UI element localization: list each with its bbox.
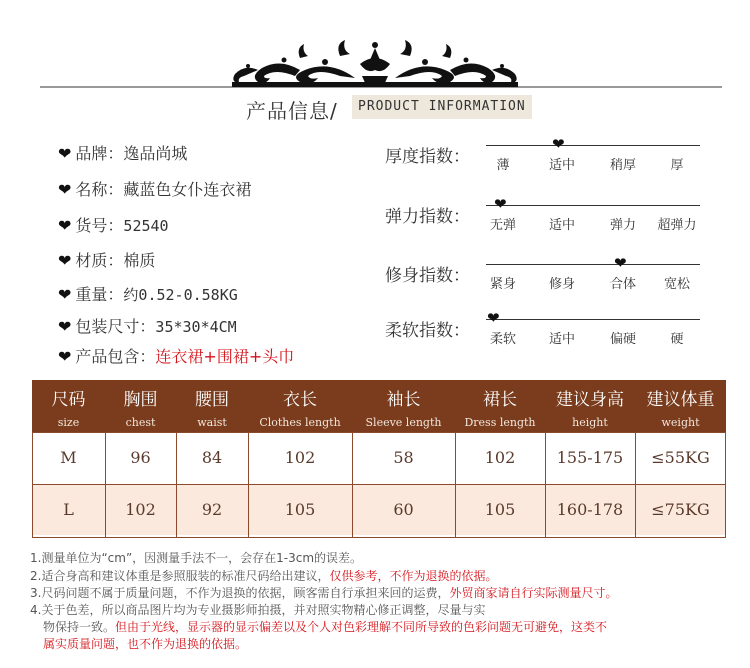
contents-value: 连衣裙+围裙+头巾 bbox=[155, 347, 295, 366]
index-label: 弹力指数： bbox=[385, 207, 470, 227]
header-en: height bbox=[572, 416, 608, 429]
header-cn: 胸围 bbox=[123, 390, 158, 410]
table-header-cell bbox=[352, 380, 455, 432]
table-header-cell bbox=[455, 380, 545, 432]
header-en: chest bbox=[125, 416, 156, 429]
table-header-cell bbox=[105, 380, 176, 432]
table-cell: 60 bbox=[393, 500, 414, 519]
index-option: 硬 bbox=[670, 332, 684, 347]
index-option: 稍厚 bbox=[609, 158, 636, 173]
header-en: size bbox=[57, 416, 80, 429]
heart-icon: ❤ bbox=[58, 347, 72, 366]
heart-icon: ❤ bbox=[58, 216, 72, 235]
package-value: 35*30*4CM bbox=[155, 318, 237, 336]
header-en: Clothes length bbox=[259, 416, 341, 429]
table-header-cell bbox=[545, 380, 635, 432]
table-divider bbox=[32, 537, 726, 538]
index-option: 超弹力 bbox=[657, 218, 697, 233]
index-option: 无弹 bbox=[489, 218, 516, 233]
header-en: Dress length bbox=[464, 416, 536, 429]
note-4-highlight: 但由于光线，显示器的显示偏差以及个人对色彩理解不同所导致的色彩问题无可避免，这类不 bbox=[115, 620, 608, 634]
table-divider bbox=[352, 432, 353, 538]
index-option: 柔软 bbox=[489, 332, 516, 347]
index-label: 修身指数： bbox=[385, 266, 470, 286]
table-cell: M bbox=[60, 448, 77, 467]
index-option: 适中 bbox=[548, 332, 575, 347]
table-cell: 155-175 bbox=[556, 448, 624, 467]
table-header-cell bbox=[176, 380, 248, 432]
header-cn: 尺码 bbox=[51, 390, 86, 410]
section-title-cn: 产品信息/ bbox=[246, 99, 338, 123]
header-cn: 建议身高 bbox=[556, 390, 624, 410]
header-cn: 建议体重 bbox=[646, 390, 715, 410]
table-divider bbox=[248, 432, 249, 538]
table-divider bbox=[105, 432, 106, 538]
index-track bbox=[486, 145, 700, 146]
heart-icon: ❤ bbox=[58, 180, 72, 199]
index-track bbox=[486, 319, 700, 320]
note-3 bbox=[30, 584, 617, 601]
index-option: 紧身 bbox=[489, 277, 516, 292]
index-option: 修身 bbox=[548, 277, 575, 292]
table-cell: ≤55KG bbox=[651, 448, 710, 467]
table-header-cell bbox=[635, 380, 726, 432]
sku-value: 52540 bbox=[123, 217, 169, 235]
note-1 bbox=[30, 549, 362, 566]
note-2 bbox=[30, 567, 497, 584]
material-label: 材质： bbox=[75, 251, 124, 270]
index-track bbox=[486, 264, 700, 265]
note-4-end bbox=[43, 635, 247, 652]
weight-label: 重量： bbox=[75, 285, 124, 304]
weight-value: 约0.52-0.58KG bbox=[123, 286, 238, 304]
table-cell: 96 bbox=[130, 448, 151, 467]
table-cell: 84 bbox=[201, 448, 223, 467]
header-en: waist bbox=[197, 416, 227, 429]
section-title-en: PRODUCT INFORMATION bbox=[352, 95, 532, 119]
info-weight bbox=[58, 282, 238, 305]
table-divider bbox=[455, 432, 456, 538]
header-en: weight bbox=[661, 416, 700, 429]
table-cell: 160-178 bbox=[556, 500, 624, 519]
material-value: 棉质 bbox=[123, 251, 156, 270]
index-option: 薄 bbox=[496, 158, 510, 173]
table-cell: 105 bbox=[284, 500, 316, 519]
header-cn: 衣长 bbox=[283, 390, 317, 410]
info-name bbox=[58, 177, 251, 200]
heart-icon: ❤ bbox=[58, 144, 72, 163]
heart-icon: ❤ bbox=[58, 251, 72, 270]
index-option: 弹力 bbox=[609, 218, 636, 233]
brand-value: 逸品尚城 bbox=[123, 144, 188, 163]
table-header-cell bbox=[248, 380, 352, 432]
table-divider bbox=[176, 432, 177, 538]
index-label: 厚度指数： bbox=[385, 147, 470, 167]
info-brand bbox=[58, 141, 187, 164]
note-4-cont bbox=[43, 618, 607, 635]
header-cn: 腰围 bbox=[195, 390, 229, 410]
note-2-text: 2.适合身高和建议体重是参照服装的标准尺码给出建议， bbox=[30, 569, 330, 583]
table-divider bbox=[725, 432, 726, 538]
brand-label: 品牌： bbox=[75, 144, 124, 163]
header-ornament bbox=[0, 30, 750, 100]
name-value: 藏蓝色女仆连衣裙 bbox=[123, 180, 252, 199]
note-3-text: 3.尺码问题不属于质量问题，不作为退换的依据，顾客需自行承担来回的运费， bbox=[30, 586, 450, 600]
note-4-text: 4.关于色差，所以商品图片均为专业摄影师拍摄，并对照实物精心修正调整，尽量与实 bbox=[30, 603, 486, 617]
info-material bbox=[58, 248, 155, 271]
index-option: 宽松 bbox=[663, 277, 690, 292]
note-4 bbox=[30, 601, 485, 618]
index-option: 合体 bbox=[609, 277, 636, 292]
index-option: 厚 bbox=[670, 158, 684, 173]
index-option: 适中 bbox=[548, 218, 575, 233]
index-track bbox=[486, 205, 700, 206]
sku-label: 货号： bbox=[75, 216, 124, 235]
index-marker-heart-icon: ❤ bbox=[487, 309, 500, 327]
index-marker-heart-icon: ❤ bbox=[614, 254, 627, 272]
note-1-text: 1.测量单位为“cm”，因测量手法不一，会存在1-3cm的误差。 bbox=[30, 551, 363, 565]
header-cn: 袖长 bbox=[386, 390, 421, 410]
note-3-highlight: 外贸商家请自行实际测量尺寸。 bbox=[449, 586, 618, 600]
info-contents bbox=[58, 344, 294, 367]
table-divider bbox=[545, 432, 546, 538]
table-cell: 58 bbox=[393, 448, 414, 467]
table-cell: 92 bbox=[201, 500, 223, 519]
info-package bbox=[58, 314, 237, 337]
table-cell: 105 bbox=[484, 500, 516, 519]
table-cell: 102 bbox=[484, 448, 516, 467]
contents-label: 产品包含： bbox=[75, 347, 156, 366]
table-cell: 102 bbox=[284, 448, 316, 467]
package-label: 包装尺寸： bbox=[75, 317, 156, 336]
table-cell: ≤75KG bbox=[651, 500, 710, 519]
table-cell: L bbox=[63, 500, 74, 519]
table-divider bbox=[32, 432, 726, 433]
heart-icon: ❤ bbox=[58, 317, 72, 336]
name-label: 名称： bbox=[75, 180, 124, 199]
index-marker-heart-icon: ❤ bbox=[552, 135, 565, 153]
header-en: Sleeve length bbox=[365, 416, 442, 429]
index-option: 适中 bbox=[548, 158, 575, 173]
table-divider bbox=[32, 432, 33, 538]
heart-icon: ❤ bbox=[58, 285, 72, 304]
note-4-text-2: 物保持一致。 bbox=[43, 620, 116, 634]
table-cell: 102 bbox=[125, 500, 156, 519]
table-divider bbox=[32, 484, 726, 485]
index-option: 偏硬 bbox=[609, 332, 636, 347]
table-header-cell bbox=[32, 380, 105, 432]
info-sku bbox=[58, 213, 169, 236]
index-label: 柔软指数： bbox=[385, 321, 470, 341]
header-cn: 裙长 bbox=[483, 390, 517, 410]
note-2-highlight: 仅供参考，不作为退换的依据。 bbox=[329, 569, 498, 583]
note-4-highlight-2: 属实质量问题，也不作为退换的依据。 bbox=[43, 637, 248, 651]
table-divider bbox=[635, 432, 636, 538]
index-marker-heart-icon: ❤ bbox=[494, 195, 507, 213]
